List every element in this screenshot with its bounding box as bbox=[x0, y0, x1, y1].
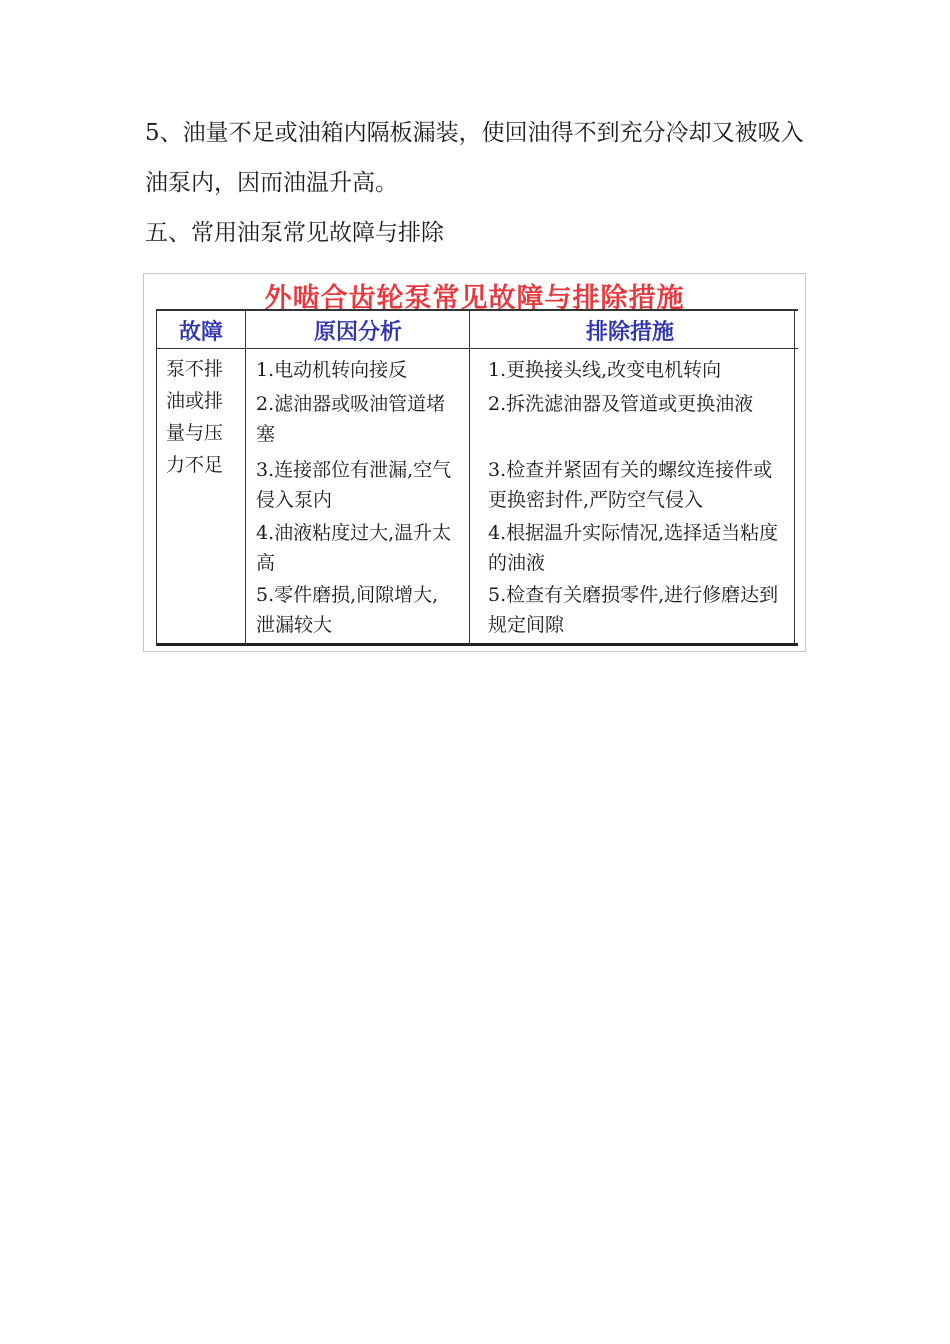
fault-line: 力不足 bbox=[166, 454, 224, 476]
fault-table-figure bbox=[143, 273, 806, 652]
remedy-item: 5.检查有关磨损零件,进行修磨达到规定间隙 bbox=[488, 584, 779, 636]
cause-item: 5.零件磨损,间隙增大,泄漏较大 bbox=[256, 584, 439, 636]
remedy-item: 3.检查并紧固有关的螺纹连接件或更换密封件,严防空气侵入 bbox=[488, 459, 773, 511]
fault-table bbox=[156, 309, 798, 646]
paragraph-oil-temperature: 5、油量不足或油箱内隔板漏装，使回油得不到充分冷却又被吸入油泵内，因而油温升高。 bbox=[145, 120, 804, 196]
cause-item: 1.电动机转向接反 bbox=[256, 359, 408, 381]
remedy-item: 4.根据温升实际情况,选择适当粘度的油液 bbox=[488, 522, 779, 574]
cause-item: 4.油液粘度过大,温升太高 bbox=[256, 522, 452, 574]
column-divider-2 bbox=[469, 311, 470, 643]
remedy-item: 1.更换接头线,改变电机转向 bbox=[488, 359, 722, 381]
fault-line: 量与压 bbox=[166, 422, 224, 444]
fault-line: 泵不排 bbox=[166, 358, 224, 380]
figure-title: 外啮合齿轮泵常见故障与排除措施 bbox=[264, 283, 685, 314]
table-border-right bbox=[794, 311, 795, 643]
section-heading: 五、常用油泵常见故障与排除 bbox=[145, 220, 444, 246]
header-remedy: 排除措施 bbox=[585, 320, 674, 345]
column-divider-1 bbox=[245, 311, 246, 643]
table-border-left bbox=[156, 311, 157, 643]
header-fault: 故障 bbox=[178, 320, 223, 345]
cause-item: 3.连接部位有泄漏,空气侵入泵内 bbox=[256, 459, 452, 511]
table-header-row bbox=[156, 311, 798, 349]
fault-cell bbox=[166, 353, 240, 481]
cause-item: 2.滤油器或吸油管道堵塞 bbox=[256, 393, 446, 445]
fault-line: 油或排 bbox=[166, 390, 224, 412]
remedy-item: 2.拆洗滤油器及管道或更换油液 bbox=[488, 393, 754, 415]
header-cause: 原因分析 bbox=[313, 320, 402, 345]
